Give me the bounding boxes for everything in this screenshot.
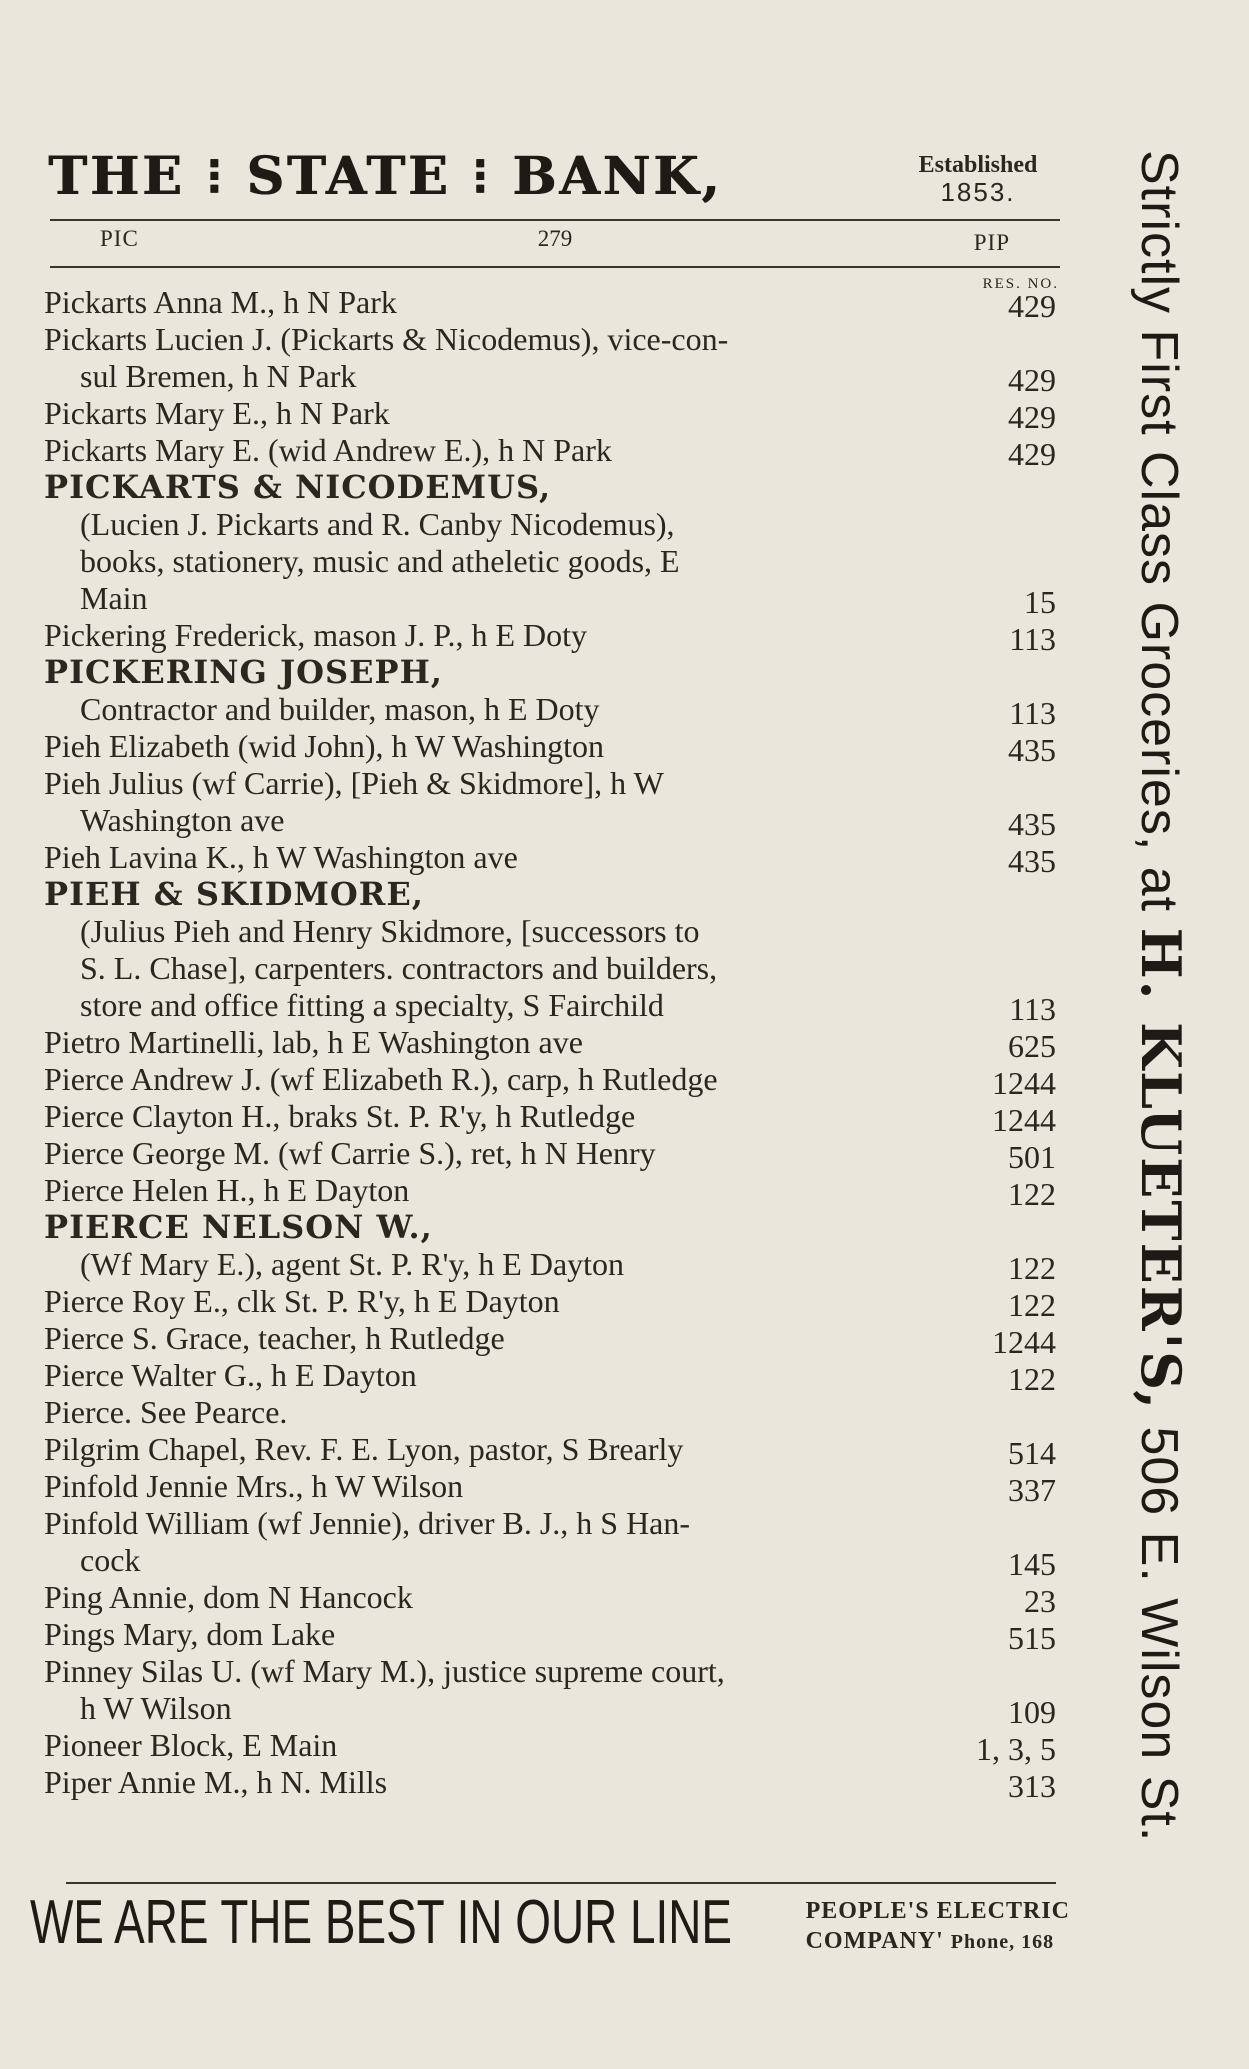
residence-number: 122 xyxy=(1008,1250,1056,1286)
entry-text: PICKERING JOSEPH, xyxy=(44,653,443,691)
directory-entry xyxy=(0,765,1070,802)
bank-header xyxy=(48,140,1058,220)
bank-name: THE ⁝ STATE ⁝ BANK, xyxy=(48,146,723,207)
residence-number: 515 xyxy=(1008,1620,1056,1656)
business-heading xyxy=(0,654,1070,691)
entry-text: Pieh Elizabeth (wid John), h W Washington xyxy=(44,728,605,764)
directory-entry xyxy=(0,1468,1070,1508)
established-label: Established xyxy=(918,152,1038,178)
directory-entry xyxy=(0,1135,1070,1175)
footer-company-line1: PEOPLE'S ELECTRIC xyxy=(805,1898,1070,1924)
entry-text: S. L. Chase], carpenters. contractors and builders, xyxy=(80,950,718,986)
residence-number: 337 xyxy=(1008,1472,1056,1508)
entry-text: Pinfold William (wf Jennie), driver B. J., h S Han- xyxy=(44,1505,691,1541)
residence-number: 23 xyxy=(1024,1583,1056,1619)
footer-company xyxy=(806,1896,1070,1957)
directory-entry xyxy=(0,839,1070,879)
directory-entry xyxy=(0,1542,1070,1582)
side-ad-store-name: H. KLUETER'S, xyxy=(1129,927,1193,1412)
entry-text: h W Wilson xyxy=(80,1690,232,1726)
entry-text: PIERCE NELSON W., xyxy=(44,1208,433,1246)
directory-entry xyxy=(0,1394,1070,1431)
directory-entry xyxy=(0,1024,1070,1064)
residence-number: 109 xyxy=(1008,1694,1056,1730)
entry-text: PIEH & SKIDMORE, xyxy=(44,875,424,913)
entry-text: Pierce Helen H., h E Dayton xyxy=(44,1172,410,1208)
entry-text: (Wf Mary E.), agent St. P. R'y, h E Dayton xyxy=(80,1246,625,1282)
directory-entry xyxy=(0,1690,1070,1730)
residence-number: 435 xyxy=(1008,806,1056,842)
residence-number: 1, 3, 5 xyxy=(976,1731,1056,1767)
footer-phone: Phone, 168 xyxy=(950,1931,1055,1953)
entry-text: PICKARTS & NICODEMUS, xyxy=(44,468,552,506)
entry-text: Piper Annie M., h N. Mills xyxy=(44,1764,388,1800)
residence-number: 145 xyxy=(1008,1546,1056,1582)
residence-number: 1244 xyxy=(992,1065,1056,1101)
guide-word-right: PIP xyxy=(973,230,1010,255)
entry-text: Contractor and builder, mason, h E Doty xyxy=(80,691,600,727)
residence-number: 122 xyxy=(1008,1176,1056,1212)
directory-entry xyxy=(0,691,1070,731)
business-heading xyxy=(0,876,1070,913)
directory-entry xyxy=(0,1172,1070,1212)
residence-number: 429 xyxy=(1008,288,1056,324)
directory-entry xyxy=(0,284,1070,324)
residence-number: 501 xyxy=(1008,1139,1056,1175)
entry-text: Ping Annie, dom N Hancock xyxy=(44,1579,413,1615)
residence-number: 313 xyxy=(1008,1768,1056,1804)
directory-entry xyxy=(0,1320,1070,1360)
directory-entries xyxy=(0,284,1070,1804)
guide-row xyxy=(50,220,1060,264)
footer-slogan: WE ARE THE BEST IN OUR LINE xyxy=(30,1888,732,1957)
entry-text: (Lucien J. Pickarts and R. Canby Nicodemus), xyxy=(80,506,675,542)
footer-company-line2: COMPANY' xyxy=(805,1928,944,1954)
residence-number: 429 xyxy=(1008,436,1056,472)
entry-text: Pieh Lavina K., h W Washington ave xyxy=(44,839,518,875)
residence-number: 122 xyxy=(1008,1287,1056,1323)
directory-entry xyxy=(0,321,1070,358)
residence-number: 113 xyxy=(1009,695,1056,731)
directory-entry xyxy=(0,1283,1070,1323)
residence-number: 122 xyxy=(1008,1361,1056,1397)
directory-entry xyxy=(0,913,1070,950)
residence-number: 514 xyxy=(1008,1435,1056,1471)
entry-text: Pickarts Lucien J. (Pickarts & Nicodemus), vice-con- xyxy=(44,321,729,357)
directory-entry xyxy=(0,728,1070,768)
residence-number: 15 xyxy=(1024,584,1056,620)
directory-entry xyxy=(0,580,1070,620)
directory-entry xyxy=(0,1357,1070,1397)
entry-text: Washington ave xyxy=(80,802,285,838)
entry-text: books, stationery, music and atheletic goods, E xyxy=(80,543,680,579)
footer-advertisement xyxy=(30,1882,1070,1972)
entry-text: Pickarts Mary E. (wid Andrew E.), h N Park xyxy=(44,432,612,468)
business-heading xyxy=(0,1209,1070,1246)
page-number: 279 xyxy=(537,226,573,251)
residence-number: 435 xyxy=(1008,843,1056,879)
residence-number: 113 xyxy=(1009,621,1056,657)
directory-entry xyxy=(0,543,1070,580)
directory-entry xyxy=(0,1246,1070,1286)
directory-entry xyxy=(0,358,1070,398)
entry-text: Pings Mary, dom Lake xyxy=(44,1616,336,1652)
directory-entry xyxy=(0,1431,1070,1471)
entry-text: Pierce Walter G., h E Dayton xyxy=(44,1357,417,1393)
residence-number: 429 xyxy=(1008,399,1056,435)
entry-text: Pickering Frederick, mason J. P., h E Doty xyxy=(44,617,588,653)
directory-entry xyxy=(0,950,1070,987)
entry-text: (Julius Pieh and Henry Skidmore, [successors to xyxy=(80,913,700,949)
directory-entry xyxy=(0,987,1070,1027)
side-advertisement xyxy=(1121,150,1201,2000)
entry-text: Pickarts Mary E., h N Park xyxy=(44,395,390,431)
established-block xyxy=(898,152,1058,206)
residence-number: 625 xyxy=(1008,1028,1056,1064)
directory-entry xyxy=(0,1505,1070,1542)
directory-entry xyxy=(0,1098,1070,1138)
guide-word-left: PIC xyxy=(100,226,139,251)
res-no-label: RES. NO. xyxy=(982,276,1059,292)
entry-text: Pinfold Jennie Mrs., h W Wilson xyxy=(44,1468,464,1504)
entry-text: cock xyxy=(80,1542,141,1578)
established-year: 1853. xyxy=(940,177,1016,207)
entry-text: Pieh Julius (wf Carrie), [Pieh & Skidmore], h W xyxy=(44,765,664,801)
residence-number: 435 xyxy=(1008,732,1056,768)
entry-text: Pierce S. Grace, teacher, h Rutledge xyxy=(44,1320,505,1356)
entry-text: Pierce Andrew J. (wf Elizabeth R.), carp, h Rutledge xyxy=(44,1061,718,1097)
business-heading xyxy=(0,469,1070,506)
directory-entry xyxy=(0,617,1070,657)
residence-number: 429 xyxy=(1008,362,1056,398)
entry-text: sul Bremen, h N Park xyxy=(80,358,357,394)
directory-entry xyxy=(0,1653,1070,1690)
residence-number: 113 xyxy=(1009,991,1056,1027)
entry-text: Pioneer Block, E Main xyxy=(44,1727,338,1763)
entry-text: Pierce. See Pearce. xyxy=(44,1394,288,1430)
entry-text: Pickarts Anna M., h N Park xyxy=(44,284,397,320)
entry-text: Pierce Roy E., clk St. P. R'y, h E Dayton xyxy=(44,1283,560,1319)
directory-entry xyxy=(0,1616,1070,1656)
directory-entry xyxy=(0,1727,1070,1767)
directory-entry xyxy=(0,1764,1070,1804)
header-rule-bottom xyxy=(50,266,1060,268)
entry-text: Pinney Silas U. (wf Mary M.), justice supreme court, xyxy=(44,1653,725,1689)
side-ad-address: 506 E. Wilson St. xyxy=(1130,1411,1188,1843)
entry-text: Pilgrim Chapel, Rev. F. E. Lyon, pastor, S Brearly xyxy=(44,1431,684,1467)
entry-text: store and office fitting a specialty, S Fairchild xyxy=(80,987,664,1023)
residence-number: 1244 xyxy=(992,1102,1056,1138)
entry-text: Pietro Martinelli, lab, h E Washington ave xyxy=(44,1024,583,1060)
directory-entry xyxy=(0,1061,1070,1101)
entry-text: Pierce Clayton H., braks St. P. R'y, h Rutledge xyxy=(44,1098,636,1134)
directory-entry xyxy=(0,1579,1070,1619)
side-ad-text: Strictly First Class Groceries, at xyxy=(1130,150,1188,928)
entry-text: Pierce George M. (wf Carrie S.), ret, h N Henry xyxy=(44,1135,656,1171)
directory-entry xyxy=(0,432,1070,472)
directory-entry xyxy=(0,395,1070,435)
residence-number: 1244 xyxy=(992,1324,1056,1360)
directory-entry xyxy=(0,802,1070,842)
entry-text: Main xyxy=(80,580,148,616)
directory-entry xyxy=(0,506,1070,543)
